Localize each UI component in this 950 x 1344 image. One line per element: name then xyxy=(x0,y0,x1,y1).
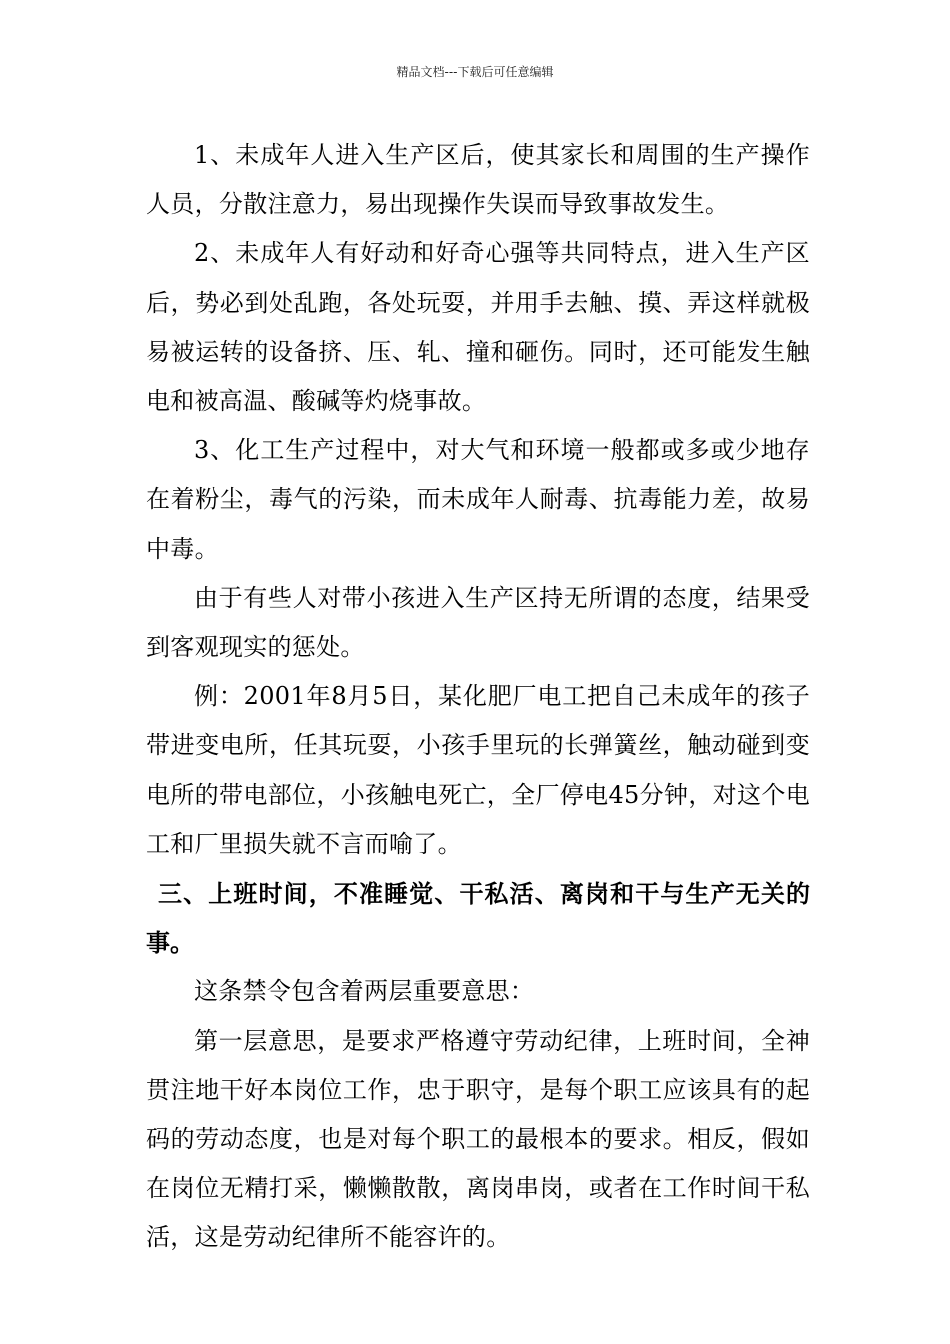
paragraph-first-meaning: 第一层意思，是要求严格遵守劳动纪律，上班时间，全神贯注地干好本岗位工作，忠于职守，是每个职工应该具有的起码的劳动态度，也是对每个职工的最根本的要求。相反，假如在岗位无精打采，懒懒散散，离岗串岗，或者在工作时间干私活，这是劳动纪律所不能容许的。 xyxy=(146,1026,810,1252)
paragraph-example: 例：2001年8月5日，某化肥厂电工把自己未成年的孩子带进变电所，任其玩耍，小孩手里玩的长弹簧丝，触动碰到变电所的带电部位，小孩触电死亡，全厂停电45分钟，对这个电工和厂里损失就不言而喻了。 xyxy=(146,682,810,858)
paragraph-point-3: 3、化工生产过程中，对大气和环境一般都或多或少地存在着粉尘，毒气的污染，而未成年人耐毒、抗毒能力差，故易中毒。 xyxy=(146,436,810,563)
paragraph-consequence: 由于有些人对带小孩进入生产区持无所谓的态度，结果受到客观现实的惩处。 xyxy=(146,583,810,662)
page-header: 精品文档---下载后可任意编辑 xyxy=(396,65,554,79)
document-body xyxy=(146,131,810,1263)
paragraph-point-1: 1、未成年人进入生产区后，使其家长和周围的生产操作人员，分散注意力，易出现操作失误而导致事故发生。 xyxy=(146,141,810,219)
paragraph-two-meanings: 这条禁令包含着两层重要意思： xyxy=(194,977,535,1006)
paragraph-point-2: 2、未成年人有好动和好奇心强等共同特点，进入生产区后，势必到处乱跑，各处玩耍，并用手去触、摸、弄这样就极易被运转的设备挤、压、轧、撞和砸伤。同时，还可能发生触电和被高温、酸碱等灼烧事故。 xyxy=(146,239,810,416)
section-heading-three: 三、上班时间，不准睡觉、干私活、离岗和干与生产无关的事。 xyxy=(146,879,810,958)
